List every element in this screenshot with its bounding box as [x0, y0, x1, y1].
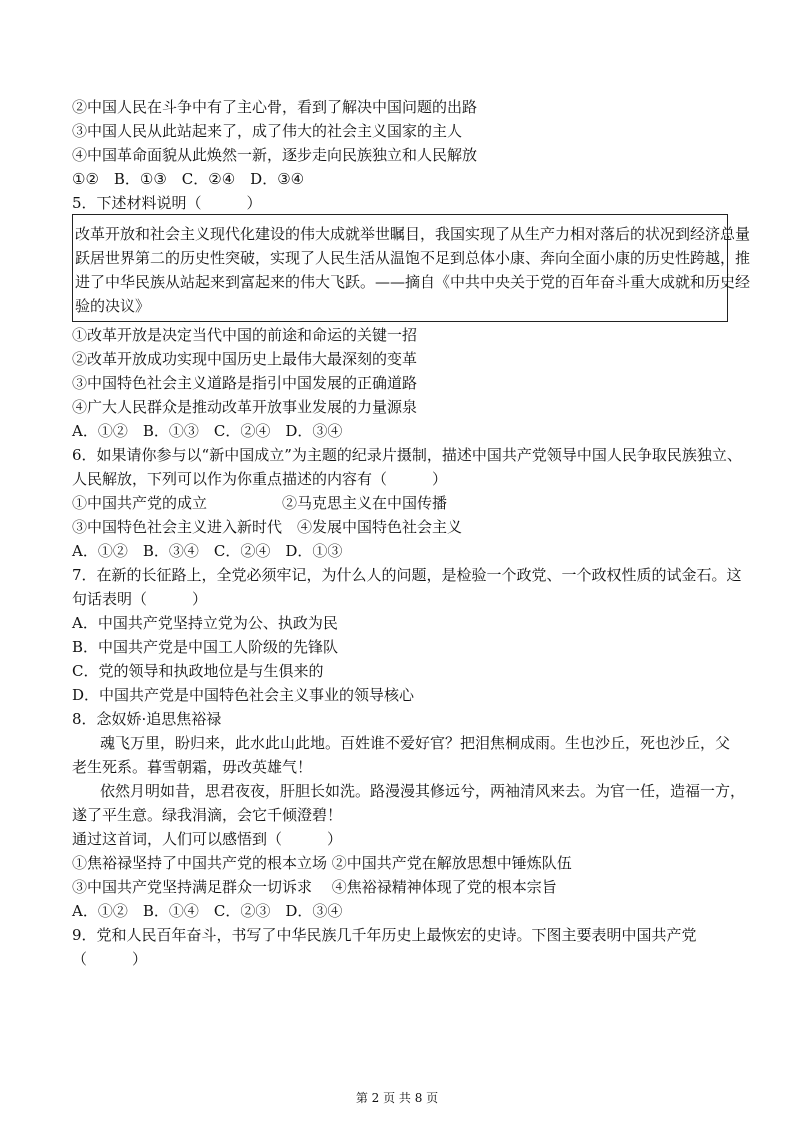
q6-options-1-2: ①中国共产党的成立 ②马克思主义在中国传播: [72, 494, 448, 512]
q6-stem-line-2: 人民解放，下列可以作为你重点描述的内容有（ ）: [72, 470, 448, 488]
q5-material-box: [72, 214, 751, 322]
q8-title: 8．念奴娇·追思焦裕禄: [72, 710, 222, 728]
q5-stem: 5．下述材料说明（ ）: [72, 194, 262, 212]
q5-option-2: ②改革开放成功实现中国历史上最伟大最深刻的变革: [72, 350, 418, 368]
q8-poem-line: 魂飞万里，盼归来，此水此山此地。百姓谁不爱好官？把泪焦桐成雨。生也沙丘，死也沙丘，父: [100, 734, 731, 752]
page-footer: 第 2 页 共 8 页: [355, 1091, 439, 1105]
q5-option-3: ③中国特色社会主义道路是指引中国发展的正确道路: [72, 374, 418, 392]
q6-options-3-4: ③中国特色社会主义进入新时代 ④发展中国特色社会主义: [72, 518, 463, 536]
q9-stem-line-1: 9．党和人民百年奋斗，书写了中华民族几千年历史上最恢宏的史诗。下图主要表明中国共产党: [72, 926, 697, 944]
q5-option-4: ④广大人民群众是推动改革开放事业发展的力量源泉: [72, 398, 418, 416]
q4-option-2: ②中国人民在斗争中有了主心骨，看到了解决中国问题的出路: [72, 98, 478, 116]
q8-poem-line: 遂了平生意。绿我涓滴，会它千倾澄碧！: [72, 806, 343, 824]
q8-options-1-2: ①焦裕禄坚持了中国共产党的根本立场 ②中国共产党在解放思想中锤炼队伍: [72, 854, 572, 872]
q8-poem-line: 依然月明如昔，思君夜夜，肝胆长如洗。路漫漫其修远兮，两袖清风来去。为官一任，造福一方，: [100, 782, 746, 800]
q4-option-4: ④中国革命面貌从此焕然一新，逐步走向民族独立和人民解放: [72, 146, 478, 164]
q6-stem-line-1: 6．如果请你参与以“新中国成立”为主题的纪录片摄制，描述中国共产党领导中国人民争取民族独立、: [72, 446, 742, 464]
q9-stem-line-2: （ ）: [72, 950, 148, 968]
q7-stem-line-1: 7．在新的长征路上，全党必须牢记，为什么人的问题，是检验一个政党、一个政权性质的试金石。这: [72, 566, 742, 584]
q8-stem: 通过这首词，人们可以感悟到（ ）: [72, 830, 343, 848]
q7-option-c: C．党的领导和执政地位是与生俱来的: [72, 662, 324, 680]
q7-stem-line-2: 句话表明（ ）: [72, 590, 208, 608]
q5-material-line: 跃居世界第二的历史性突破，实现了人民生活从温饱不足到总体小康、奔向全面小康的历史性跨越，推: [75, 249, 751, 267]
q8-options-3-4: ③中国共产党坚持满足群众一切诉求 ④焦裕禄精神体现了党的根本宗旨: [72, 878, 557, 896]
q7-option-a: A．中国共产党坚持立党为公、执政为民: [72, 614, 338, 632]
q5-material-line: 改革开放和社会主义现代化建设的伟大成就举世瞩目，我国实现了从生产力相对落后的状况到经济总量: [75, 225, 751, 243]
q5-material-line: 验的决议》: [75, 297, 151, 315]
q8-choices: A．①② B．①④ C．②③ D．③④: [72, 902, 343, 920]
q5-material-line: 进了中华民族从站起来到富起来的伟大飞跃。——摘自《中共中央关于党的百年奋斗重大成就和历史经: [75, 273, 751, 291]
q5-option-1: ①改革开放是决定当代中国的前途和命运的关键一招: [72, 326, 418, 344]
q7-option-b: B．中国共产党是中国工人阶级的先锋队: [72, 638, 339, 656]
q6-choices: A．①② B．③④ C．②④ D．①③: [72, 542, 343, 560]
q4-choices: ①② B．①③ C．②④ D．③④: [72, 170, 305, 188]
q8-poem-line: 老生死系。暮雪朝霜，毋改英雄气！: [72, 758, 313, 776]
q4-option-3: ③中国人民从此站起来了，成了伟大的社会主义国家的主人: [72, 122, 463, 140]
q7-option-d: D．中国共产党是中国特色社会主义事业的领导核心: [72, 686, 415, 704]
q5-choices: A．①② B．①③ C．②④ D．③④: [72, 422, 343, 440]
